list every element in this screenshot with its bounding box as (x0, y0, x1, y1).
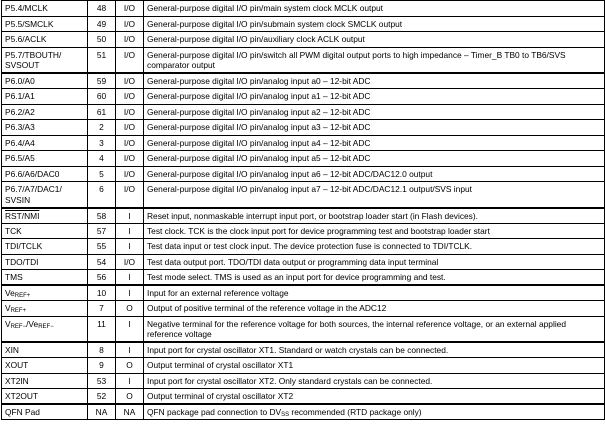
terminal-description: General-purpose digital I/O pin/submain system clock SMCLK output (144, 16, 605, 32)
terminal-name: P6.3/A3 (2, 120, 88, 136)
terminal-name: P5.7/TBOUTH/ SVSOUT (2, 47, 88, 73)
terminal-description: General-purpose digital I/O pin/analog input a3 – 12-bit ADC (144, 120, 605, 136)
terminal-io: I (116, 316, 144, 342)
terminal-number: 11 (88, 316, 116, 342)
terminal-io: I/O (116, 16, 144, 32)
terminal-name: P6.0/A0 (2, 73, 88, 89)
terminal-number: 8 (88, 342, 116, 358)
terminal-description: General-purpose digital I/O pin/analog input a7 – 12-bit ADC/DAC12.1 output/SVS input (144, 182, 605, 208)
terminal-number: 56 (88, 270, 116, 286)
table-row (2, 342, 605, 358)
terminal-name: XT2IN (2, 373, 88, 389)
terminal-number: 53 (88, 373, 116, 389)
terminal-io: I/O (116, 1, 144, 17)
terminal-io: O (116, 301, 144, 317)
table-row (2, 285, 605, 301)
terminal-io: I (116, 239, 144, 255)
terminal-number: 61 (88, 104, 116, 120)
terminal-name: P6.2/A2 (2, 104, 88, 120)
terminal-number: 49 (88, 16, 116, 32)
table-row (2, 208, 605, 224)
terminal-description: Test clock. TCK is the clock input port for device programming test and bootstrap loader start (144, 223, 605, 239)
terminal-number: 48 (88, 1, 116, 17)
terminal-name: P5.4/MCLK (2, 1, 88, 17)
terminal-io: I (116, 208, 144, 224)
table-row (2, 316, 605, 342)
terminal-io: I/O (116, 151, 144, 167)
terminal-description: Input port for crystal oscillator XT2. Only standard crystals can be connected. (144, 373, 605, 389)
table-row (2, 73, 605, 89)
terminal-name: P6.4/A4 (2, 135, 88, 151)
terminal-number: 10 (88, 285, 116, 301)
table-row (2, 239, 605, 255)
terminal-io: NA (116, 404, 144, 420)
terminal-number: 9 (88, 358, 116, 374)
terminal-io: I (116, 223, 144, 239)
terminal-name: TDO/TDI (2, 254, 88, 270)
terminal-description: General-purpose digital I/O pin/analog input a4 – 12-bit ADC (144, 135, 605, 151)
terminal-description: General-purpose digital I/O pin/auxiliary clock ACLK output (144, 32, 605, 48)
terminal-io: I/O (116, 32, 144, 48)
terminal-number: 7 (88, 301, 116, 317)
terminal-description: Output terminal of crystal oscillator XT1 (144, 358, 605, 374)
terminal-number: 57 (88, 223, 116, 239)
terminal-name: TDI/TCLK (2, 239, 88, 255)
terminal-io: I/O (116, 89, 144, 105)
terminal-number: 52 (88, 389, 116, 405)
terminal-description (144, 404, 605, 420)
terminal-description: Reset input, nonmaskable interrupt input port, or bootstrap loader start (in Flash devices). (144, 208, 605, 224)
terminal-description: General-purpose digital I/O pin/analog input a6 – 12-bit ADC/DAC12.0 output (144, 166, 605, 182)
terminal-description: Negative terminal for the reference voltage for both sources, the internal reference voltage, or an external applied reference voltage (144, 316, 605, 342)
table-row (2, 182, 605, 208)
qfn-pad-description: QFN package pad connection to $DV_{SS}$ recommended (RTD package only) (147, 407, 422, 418)
terminal-name (2, 285, 88, 301)
terminal-io: O (116, 389, 144, 405)
rst-overline-label: RST/NMI (5, 210, 40, 221)
terminal-name: QFN Pad (2, 404, 88, 420)
table-row (2, 104, 605, 120)
terminal-io: I (116, 342, 144, 358)
vref-minus-label: $V_{REF-}/Ve_{REF-}$ (5, 318, 54, 330)
terminal-description: General-purpose digital I/O pin/analog input a2 – 12-bit ADC (144, 104, 605, 120)
terminal-name (2, 316, 88, 342)
terminal-number: 54 (88, 254, 116, 270)
terminal-number: NA (88, 404, 116, 420)
terminal-io: I (116, 373, 144, 389)
terminal-name (2, 208, 88, 224)
table-row (2, 254, 605, 270)
terminal-description: General-purpose digital I/O pin/main system clock MCLK output (144, 1, 605, 17)
table-row (2, 47, 605, 73)
terminal-description: General-purpose digital I/O pin/analog input a5 – 12-bit ADC (144, 151, 605, 167)
terminal-description: Test data output port. TDO/TDI data output or programming data input terminal (144, 254, 605, 270)
terminal-name: XOUT (2, 358, 88, 374)
terminal-io: O (116, 358, 144, 374)
terminal-name: P6.5/A5 (2, 151, 88, 167)
terminal-name: XT2OUT (2, 389, 88, 405)
table-row (2, 16, 605, 32)
terminal-name: P6.7/A7/DAC1/ SVSIN (2, 182, 88, 208)
terminal-number: 59 (88, 73, 116, 89)
terminal-io: I/O (116, 73, 144, 89)
table-row (2, 120, 605, 136)
terminal-description: Output terminal of crystal oscillator XT2 (144, 389, 605, 405)
terminal-name: P6.1/A1 (2, 89, 88, 105)
terminal-description: Test data input or test clock input. The device protection fuse is connected to TDI/TCLK. (144, 239, 605, 255)
terminal-number: 5 (88, 166, 116, 182)
terminal-name: P5.5/SMCLK (2, 16, 88, 32)
terminal-name: P5.6/ACLK (2, 32, 88, 48)
terminal-number: 4 (88, 151, 116, 167)
terminal-number: 51 (88, 47, 116, 73)
table-row (2, 135, 605, 151)
terminal-description: Input for an external reference voltage (144, 285, 605, 301)
terminal-name (2, 301, 88, 317)
table-row (2, 301, 605, 317)
table-row (2, 358, 605, 374)
terminal-name: TMS (2, 270, 88, 286)
terminal-name: TCK (2, 223, 88, 239)
terminal-number: 3 (88, 135, 116, 151)
terminal-number: 55 (88, 239, 116, 255)
table-row (2, 270, 605, 286)
terminal-number: 60 (88, 89, 116, 105)
terminal-io: I/O (116, 166, 144, 182)
table-row (2, 404, 605, 420)
table-row (2, 166, 605, 182)
terminal-description: General-purpose digital I/O pin/analog input a0 – 12-bit ADC (144, 73, 605, 89)
terminal-io: I (116, 285, 144, 301)
table-row (2, 151, 605, 167)
terminal-name: P6.6/A6/DAC0 (2, 166, 88, 182)
table-row (2, 389, 605, 405)
pin-description-table (1, 0, 605, 420)
terminal-io: I/O (116, 254, 144, 270)
veref-plus-label: $Ve_{REF+}$ (5, 288, 31, 299)
terminal-description: Input port for crystal oscillator XT1. Standard or watch crystals can be connected. (144, 342, 605, 358)
terminal-io: I/O (116, 120, 144, 136)
terminal-io: I/O (116, 47, 144, 73)
terminal-number: 2 (88, 120, 116, 136)
table-row (2, 89, 605, 105)
vref-plus-label: $V_{REF+}$ (5, 303, 27, 314)
table-row (2, 223, 605, 239)
terminal-number: 58 (88, 208, 116, 224)
terminal-description: Output of positive terminal of the reference voltage in the ADC12 (144, 301, 605, 317)
terminal-description: Test mode select. TMS is used as an input port for device programming and test. (144, 270, 605, 286)
terminal-name: XIN (2, 342, 88, 358)
table-row (2, 373, 605, 389)
terminal-io: I/O (116, 182, 144, 208)
terminal-description: General-purpose digital I/O pin/analog input a1 – 12-bit ADC (144, 89, 605, 105)
table-row (2, 32, 605, 48)
terminal-io: I/O (116, 104, 144, 120)
table-row (2, 1, 605, 17)
terminal-io: I (116, 270, 144, 286)
terminal-number: 50 (88, 32, 116, 48)
terminal-io: I/O (116, 135, 144, 151)
terminal-number: 6 (88, 182, 116, 208)
terminal-description: General-purpose digital I/O pin/switch all PWM digital output ports to high impedance – Timer_B TB0 to TB6/SVS comparator output (144, 47, 605, 73)
